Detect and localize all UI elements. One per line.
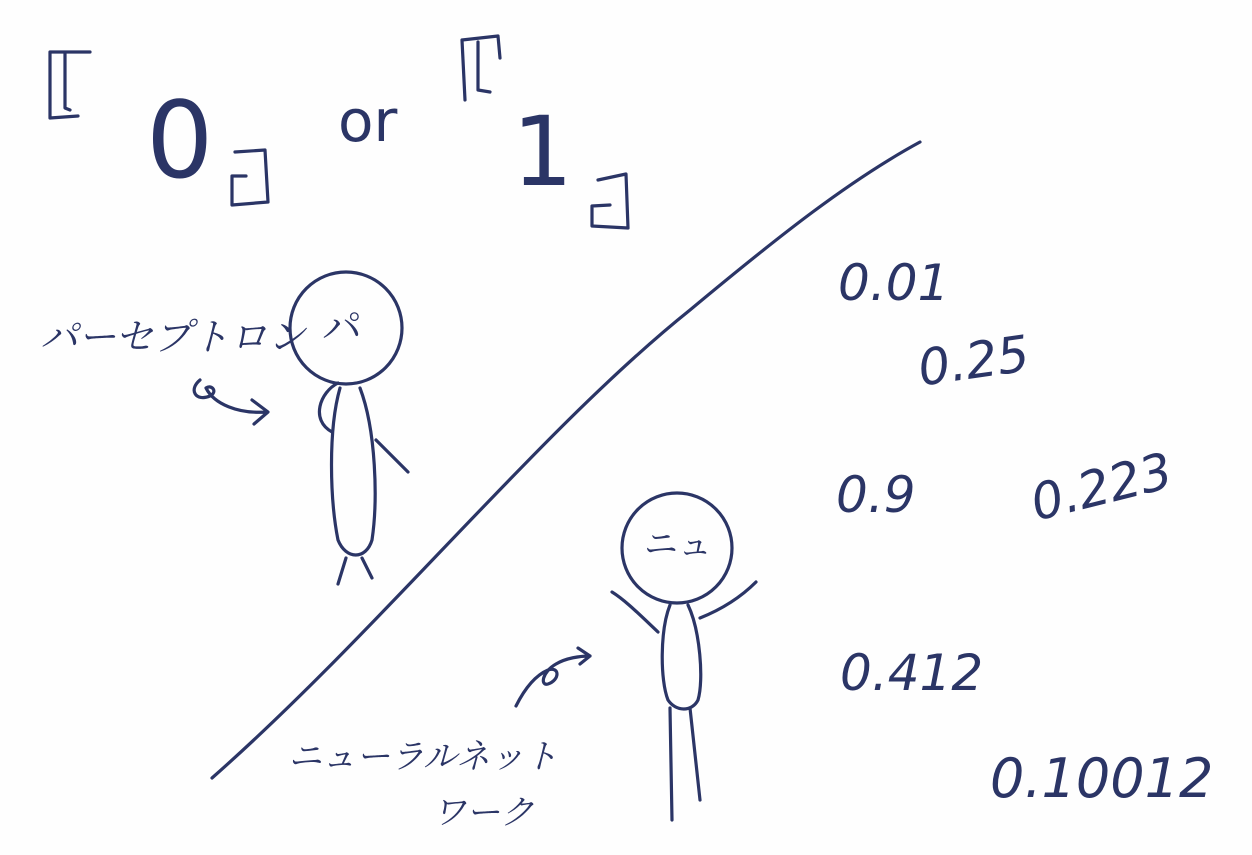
- neural-network-label-line2: ワーク: [432, 793, 534, 833]
- perceptron-arrow: [194, 380, 268, 424]
- value-0-223: 0.223: [1025, 441, 1179, 533]
- value-0-25: 0.25: [914, 324, 1033, 398]
- right-bracket-1: [592, 174, 628, 228]
- neural-network-body: [662, 605, 701, 709]
- neural-network-arrow: [516, 648, 590, 706]
- value-0-9: 0.9: [836, 466, 916, 524]
- right-bracket-0: [232, 150, 268, 205]
- perceptron-face-label: パ: [322, 305, 362, 351]
- sigmoid-curve: [212, 142, 920, 778]
- value-0-01: 0.01: [838, 254, 950, 312]
- perceptron-body: [332, 388, 376, 555]
- perceptron-label: パーセプトロン: [40, 315, 306, 359]
- neural-network-face-label: ニュ: [644, 525, 712, 565]
- value-0-412: 0.412: [840, 644, 984, 702]
- perceptron-arm: [376, 440, 408, 472]
- left-bracket-1: [462, 36, 500, 100]
- option-zero: 0: [146, 79, 214, 202]
- left-bracket-0: [50, 52, 90, 118]
- value-0-10012: 0.10012: [990, 747, 1214, 810]
- perceptron-legs: [338, 558, 372, 584]
- connector-or: or: [338, 87, 398, 155]
- neural-network-legs: [670, 708, 700, 820]
- neural-network-label-line1: ニューラルネット: [288, 737, 558, 777]
- neural-network-arms: [612, 582, 756, 632]
- option-one: 1: [512, 96, 574, 208]
